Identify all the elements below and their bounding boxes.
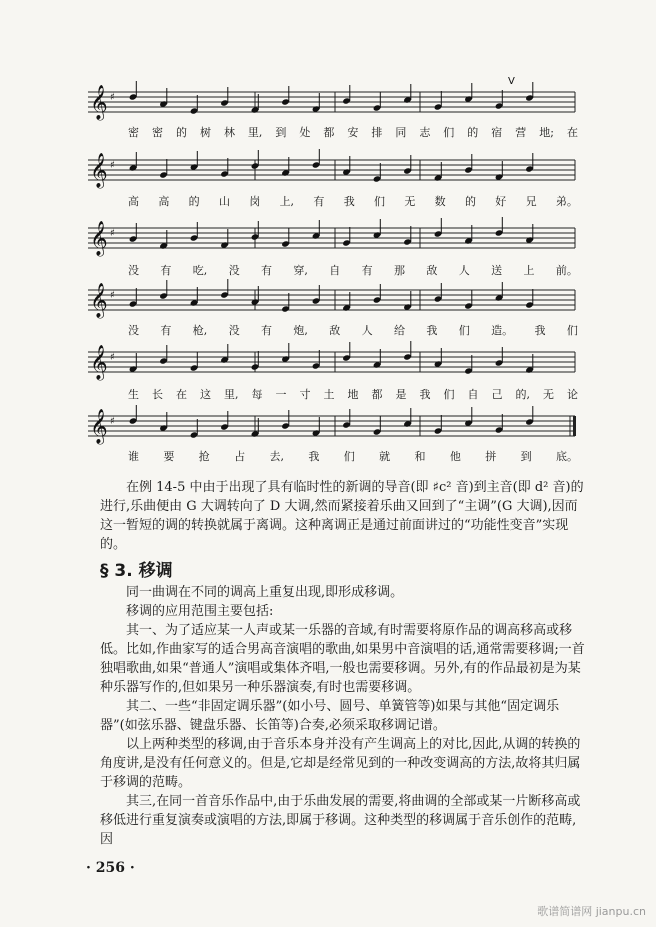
lyric-syllable: 有 bbox=[313, 195, 325, 208]
lyric-syllable: 排 bbox=[371, 126, 383, 139]
lyric-syllable: 自 bbox=[467, 388, 479, 401]
lyric-syllable: 己 bbox=[491, 388, 503, 401]
key-sharp: ♯ bbox=[110, 290, 115, 301]
lyric-syllable: 山 bbox=[218, 195, 230, 208]
lyric-syllable: 这 bbox=[200, 388, 211, 401]
lyric-syllable: 没 bbox=[228, 324, 240, 337]
lyric-syllable: 在 bbox=[176, 388, 187, 401]
lyric-syllable: 炮, bbox=[293, 324, 308, 337]
lyric-syllable: 们 bbox=[374, 195, 385, 208]
lyric-syllable: 的 bbox=[175, 126, 187, 139]
lyric-syllable: 论 bbox=[567, 388, 578, 401]
lyric-syllable: 和 bbox=[414, 450, 426, 463]
lyric-syllable: 到 bbox=[275, 126, 287, 139]
breath-mark: V bbox=[508, 76, 515, 87]
para-6: 以上两种类型的移调,由于音乐本身并没有产生调高上的对比,因此,从调的转换的角度讲,是没有任何意义的。但是,它却是经常见到的一种改变调高的方法,故将其归属于移调的范畴。 bbox=[100, 737, 581, 790]
treble-clef: 𝄞 bbox=[90, 345, 108, 380]
paragraph-modulation bbox=[100, 478, 586, 554]
final-barline-thick bbox=[573, 416, 576, 436]
para-2: 同一曲调在不同的调高上重复出现,即形成移调。 bbox=[126, 585, 404, 600]
lyric-syllable: 造。 bbox=[491, 324, 514, 337]
lyric-syllable: 地; bbox=[539, 126, 554, 139]
lyric-syllable: 同 bbox=[395, 126, 407, 139]
para-5: 其二、一些“非固定调乐器”(如小号、圆号、单簧管等)如果与其他“固定调乐器”(如弦乐器、键盘乐器、长笛等)合奏,必须采取移调记谱。 bbox=[100, 699, 560, 733]
lyric-syllable: 敌 bbox=[329, 324, 341, 337]
lyric-syllable: 给 bbox=[394, 324, 405, 337]
lyric-syllable: 吃, bbox=[192, 264, 208, 277]
lyric-syllable: 我 bbox=[308, 450, 320, 463]
lyric-syllable: 数 bbox=[434, 195, 446, 208]
lyric-syllable: 兄 bbox=[525, 195, 537, 208]
lyric-syllable: 有 bbox=[160, 324, 172, 337]
lyric-syllable: 有 bbox=[261, 264, 272, 277]
lyric-syllable: 高 bbox=[158, 195, 170, 208]
lyric-syllable: 前。 bbox=[555, 264, 578, 277]
treble-clef: 𝄞 bbox=[90, 85, 108, 120]
lyric-syllable: 上 bbox=[523, 264, 535, 277]
lyrics-row-3 bbox=[128, 262, 578, 278]
lyric-syllable: 长 bbox=[152, 388, 163, 401]
lyric-syllable: 志 bbox=[419, 126, 431, 139]
lyric-syllable: 们 bbox=[343, 450, 355, 463]
lyric-syllable: 人 bbox=[458, 264, 470, 277]
lyric-syllable: 他 bbox=[449, 450, 461, 463]
lyric-syllable: 是 bbox=[395, 388, 407, 401]
lyric-syllable: 的, bbox=[515, 388, 530, 401]
key-sharp: ♯ bbox=[110, 160, 115, 171]
lyric-syllable: 人 bbox=[361, 324, 373, 337]
lyric-syllable: 宿 bbox=[491, 126, 503, 139]
lyric-syllable: 无 bbox=[543, 388, 554, 401]
lyric-syllable: 营 bbox=[515, 126, 527, 139]
lyrics-row-6 bbox=[128, 448, 578, 464]
lyric-syllable: 送 bbox=[491, 264, 503, 277]
lyric-syllable: 生 bbox=[128, 388, 139, 401]
lyric-syllable: 在 bbox=[566, 126, 578, 139]
lyric-syllable: 地 bbox=[347, 388, 359, 401]
lyric-syllable: 处 bbox=[299, 126, 311, 139]
lyric-syllable: 要 bbox=[163, 450, 175, 463]
lyric-syllable: 土 bbox=[323, 388, 335, 401]
lyric-syllable: 树 bbox=[199, 126, 211, 139]
page-number: · 256 · bbox=[86, 860, 135, 876]
para-1: 在例 14-5 中由于出现了具有临时性的新调的导音(即 ♯c² 音)到主音(即 d² 音)的进行,乐曲便由 G 大调转向了 D 大调,然而紧接着乐曲又回到了“主调”(G 大调),因而这一暂短的调的转换就属于离调。这种离调正是通过前面讲过的“功能性变音”实现的。 bbox=[100, 480, 584, 552]
lyric-syllable: 敌 bbox=[426, 264, 438, 277]
lyric-syllable: 自 bbox=[329, 264, 341, 277]
lyric-syllable: 就 bbox=[379, 450, 391, 463]
lyric-syllable: 去, bbox=[269, 450, 284, 463]
treble-clef: 𝄞 bbox=[90, 283, 108, 318]
lyric-syllable: 密 bbox=[151, 126, 163, 139]
lyrics-row-2 bbox=[128, 193, 578, 209]
lyric-syllable: 我 bbox=[419, 388, 431, 401]
lyric-syllable: 上, bbox=[279, 195, 295, 208]
para-7: 其三,在同一首音乐作品中,由于乐曲发展的需要,将曲调的全部或某一片断移高或移低进行重复演奏或演唱的方法,即属于移调。这种类型的移调属于音乐创作的范畴,因 bbox=[100, 794, 581, 847]
body-text bbox=[100, 583, 586, 849]
lyric-syllable: 寸 bbox=[299, 388, 311, 401]
lyric-syllable: 拼 bbox=[485, 450, 497, 463]
lyric-syllable: 都 bbox=[371, 388, 383, 401]
lyric-syllable: 有 bbox=[361, 264, 373, 277]
lyric-syllable: 每 bbox=[251, 388, 263, 401]
lyric-syllable: 里, bbox=[247, 126, 263, 139]
lyric-syllable: 安 bbox=[347, 126, 359, 139]
lyric-syllable: 底。 bbox=[556, 450, 578, 463]
lyric-syllable: 的 bbox=[467, 126, 479, 139]
lyric-syllable: 岗 bbox=[249, 195, 261, 208]
treble-clef: 𝄞 bbox=[90, 409, 108, 444]
lyric-syllable: 无 bbox=[404, 195, 416, 208]
lyric-syllable: 林 bbox=[223, 126, 235, 139]
lyric-syllable: 们 bbox=[443, 126, 455, 139]
key-sharp: ♯ bbox=[110, 352, 115, 363]
lyric-syllable: 占 bbox=[234, 450, 246, 463]
lyrics-row-4 bbox=[128, 322, 578, 338]
lyric-syllable: 密 bbox=[128, 126, 139, 139]
lyric-syllable: 的 bbox=[464, 195, 476, 208]
lyric-syllable: 的 bbox=[188, 195, 200, 208]
lyric-syllable: 我 bbox=[343, 195, 355, 208]
para-3: 移调的应用范围主要包括: bbox=[126, 604, 274, 619]
lyric-syllable: 们 bbox=[443, 388, 455, 401]
lyric-syllable: 们 bbox=[458, 324, 470, 337]
lyric-syllable: 弟。 bbox=[555, 195, 578, 208]
lyric-syllable: 我 bbox=[534, 324, 546, 337]
lyric-syllable: 有 bbox=[261, 324, 272, 337]
lyric-syllable: 穿, bbox=[293, 264, 308, 277]
lyric-syllable: 谁 bbox=[128, 450, 139, 463]
lyric-syllable: 那 bbox=[394, 264, 405, 277]
lyric-syllable: 枪, bbox=[192, 324, 208, 337]
lyric-syllable: 里, bbox=[224, 388, 239, 401]
lyric-syllable: 都 bbox=[323, 126, 335, 139]
key-sharp: ♯ bbox=[110, 92, 115, 103]
section-heading: § 3. 移调 bbox=[100, 561, 173, 581]
lyric-syllable: 我 bbox=[426, 324, 438, 337]
treble-clef: 𝄞 bbox=[90, 153, 108, 188]
lyric-syllable: 们 bbox=[566, 324, 578, 337]
lyric-syllable: 高 bbox=[128, 195, 139, 208]
lyrics-row-1 bbox=[128, 124, 578, 140]
lyric-syllable: 有 bbox=[160, 264, 172, 277]
lyric-syllable: 抢 bbox=[198, 450, 210, 463]
lyric-syllable: 没 bbox=[228, 264, 240, 277]
key-sharp: ♯ bbox=[110, 416, 115, 427]
key-sharp: ♯ bbox=[110, 228, 115, 239]
para-4: 其一、为了适应某一人声或某一乐器的音域,有时需要将原作品的调高移高或移低。比如,作曲家写的适合男高音演唱的歌曲,如果男中音演唱的话,通常需要移调;一首独唱歌曲,如果“普通人”演唱或集体齐唱,一般也需要移调。另外,有的作品最初是为某种乐器写作的,但如果另一种乐器演奏,有时也需要移调。 bbox=[100, 623, 585, 695]
site-watermark: 歌谱简谱网 jianpu.cn bbox=[537, 905, 646, 918]
treble-clef: 𝄞 bbox=[90, 221, 108, 256]
lyrics-row-5 bbox=[128, 386, 578, 402]
lyric-syllable: 到 bbox=[520, 450, 532, 463]
lyric-syllable: 一 bbox=[275, 388, 287, 401]
lyric-syllable: 没 bbox=[128, 324, 139, 337]
lyric-syllable: 好 bbox=[495, 195, 507, 208]
lyric-syllable: 没 bbox=[128, 264, 139, 277]
